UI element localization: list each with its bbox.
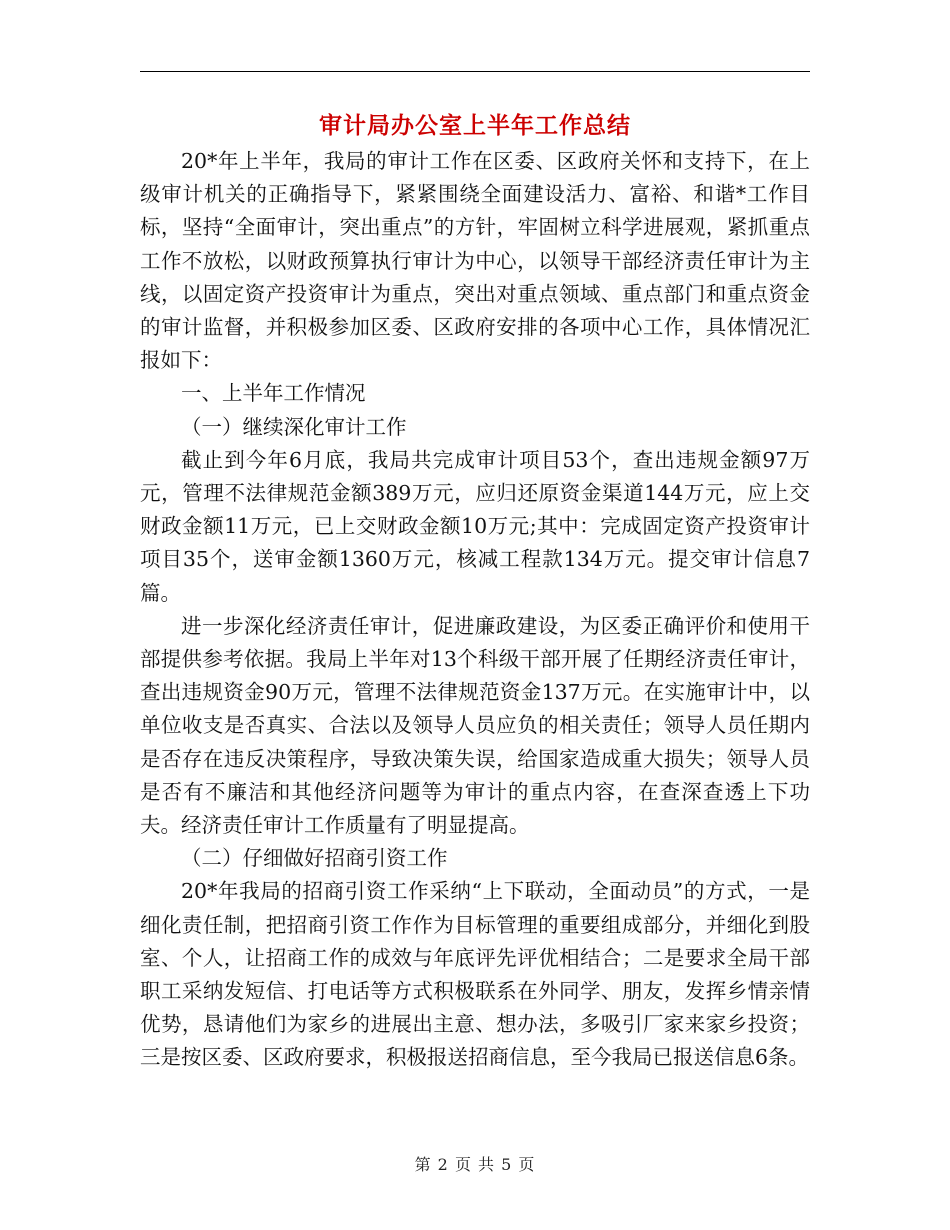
paragraph-investment: 20*年我局的招商引资工作采纳“上下联动，全面动员”的方式，一是细化责任制，把招商引资工作作为目标管理的重要组成部分，并细化到股室、个人，让招商工作的成效与年底评先评优相结合；二是要求全局干部职工采纳发短信、打电话等方式积极联系在外同学、朋友，发挥乡情亲情优势，恳请他们为家乡的进展出主意、想办法，多吸引厂家来家乡投资；三是按区委、区政府要求，积极报送招商信息，至今我局已报送信息6条。 (140, 879, 810, 1070)
subsection-heading-investment: （二）仔细做好招商引资工作 (181, 846, 448, 871)
section-heading-first-half: 一、上半年工作情况 (181, 381, 366, 406)
header-rule (140, 71, 810, 72)
paragraph-economic-responsibility: 进一步深化经济责任审计，促进廉政建设，为区委正确评价和使用干部提供参考依据。我局上半年对13个科级干部开展了任期经济责任审计，查出违规资金90万元，管理不法律规范资金137万元。在实施审计中，以单位收支是否真实、合法以及领导人员应负的相关责任；领导人员任期内是否存在违反决策程序，导致决策失误，给国家造成重大损失；领导人员是否有不廉洁和其他经济问题等为审计的重点内容，在查深查透上下功夫。经济责任审计工作质量有了明显提高。 (140, 613, 810, 838)
document-title: 审计局办公室上半年工作总结 (319, 112, 631, 139)
subsection-heading-audit: （一）继续深化审计工作 (181, 414, 407, 439)
paragraph-intro: 20*年上半年，我局的审计工作在区委、区政府关怀和支持下，在上级审计机关的正确指导下，紧紧围绕全面建设活力、富裕、和谐*工作目标，坚持“全面审计，突出重点”的方针，牢固树立科学进展观，紧抓重点工作不放松，以财政预算执行审计为中心，以领导干部经济责任审计为主线，以固定资产投资审计为重点，突出对重点领域、重点部门和重点资金的审计监督，并积极参加区委、区政府安排的各项中心工作，具体情况汇报如下： (140, 149, 810, 373)
document-body (140, 145, 810, 1075)
page-number-footer: 第 2 页 共 5 页 (414, 1155, 536, 1174)
paragraph-audit-results: 截止到今年6月底，我局共完成审计项目53个，查出违规金额97万元，管理不法律规范金额389万元，应归还原资金渠道144万元，应上交财政金额11万元，已上交财政金额10万元;其中：完成固定资产投资审计项目35个，送审金额1360万元，核减工程款134万元。提交审计信息7篇。 (140, 447, 810, 605)
